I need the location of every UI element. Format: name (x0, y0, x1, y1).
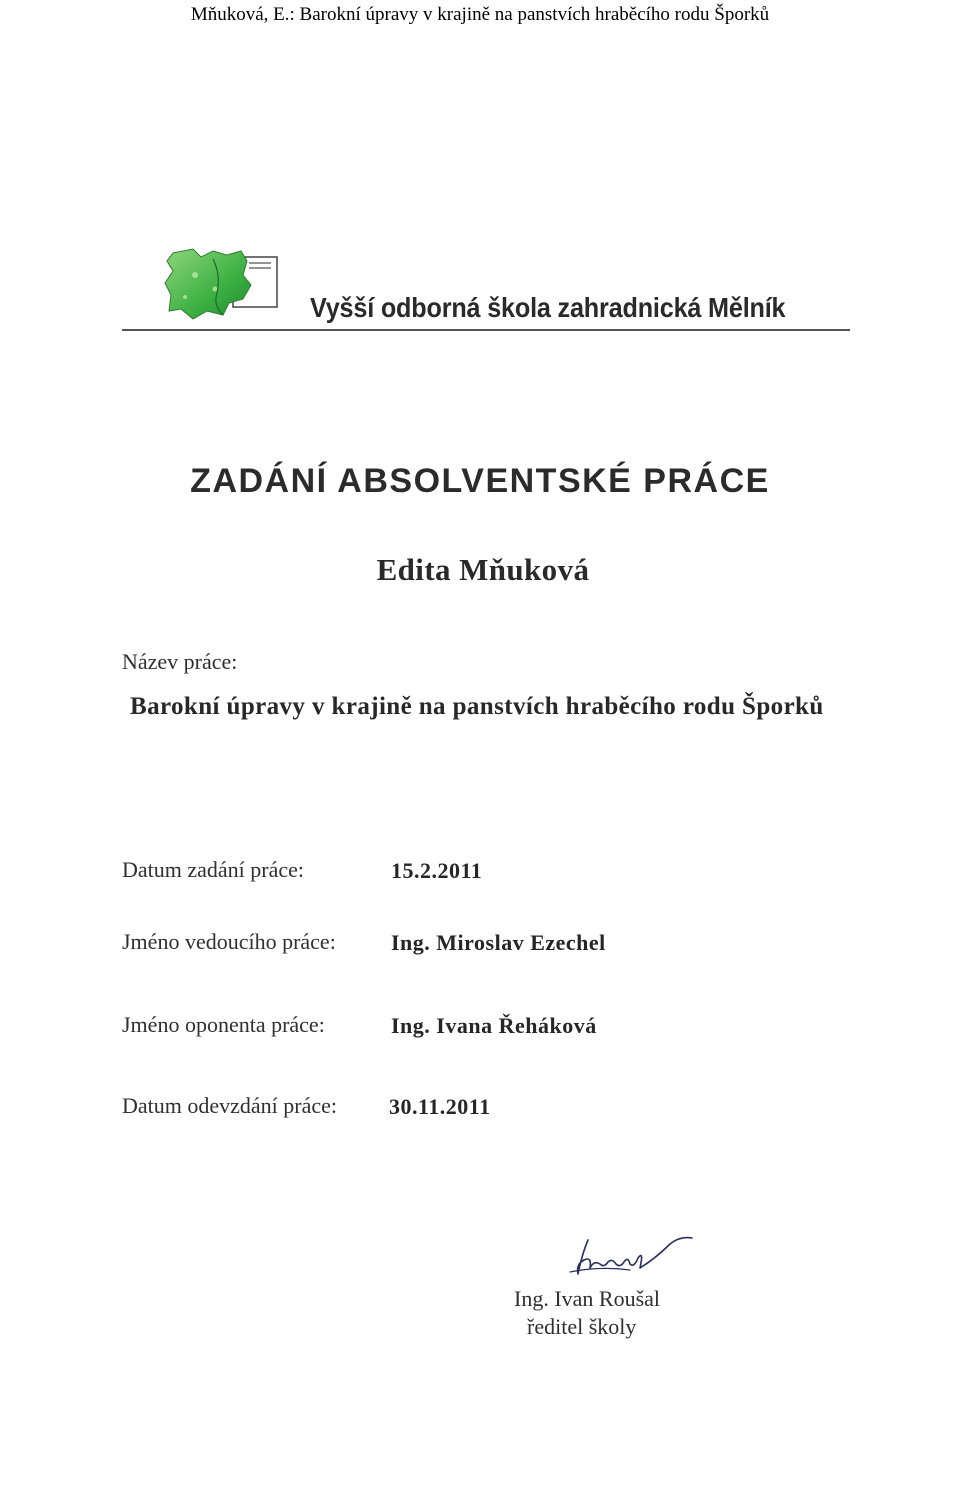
header-rule (122, 329, 850, 331)
thesis-label: Název práce: (122, 649, 238, 674)
school-logo-icon (163, 245, 281, 323)
field-label-supervisor: Jméno vedoucího práce: (122, 929, 336, 954)
author-name: Edita Mňuková (376, 552, 590, 587)
signature-image (560, 1234, 710, 1282)
field-label-opponent: Jméno oponenta práce: (122, 1012, 325, 1037)
field-value-supervisor: Ing. Miroslav Ezechel (391, 930, 606, 955)
field-label-submission-date: Datum odevzdání práce: (122, 1093, 338, 1118)
signatory-role: ředitel školy (527, 1314, 637, 1339)
field-label-assignment-date: Datum zadání práce: (122, 857, 305, 882)
signatory-name: Ing. Ivan Roušal (514, 1286, 661, 1311)
running-header: Mňuková, E.: Barokní úpravy v krajině na panstvích hraběcího rodu Šporků (190, 4, 770, 25)
field-value-assignment-date: 15.2.2011 (391, 858, 483, 883)
document-title: ZADÁNÍ ABSOLVENTSKÉ PRÁCE (190, 462, 770, 500)
field-value-opponent: Ing. Ivana Řeháková (391, 1013, 597, 1038)
school-name: Vyšší odborná škola zahradnická Mělník (310, 292, 786, 323)
field-value-submission-date: 30.11.2011 (389, 1094, 491, 1119)
thesis-title: Barokní úpravy v krajině na panstvích hraběcího rodu Šporků (130, 693, 824, 720)
